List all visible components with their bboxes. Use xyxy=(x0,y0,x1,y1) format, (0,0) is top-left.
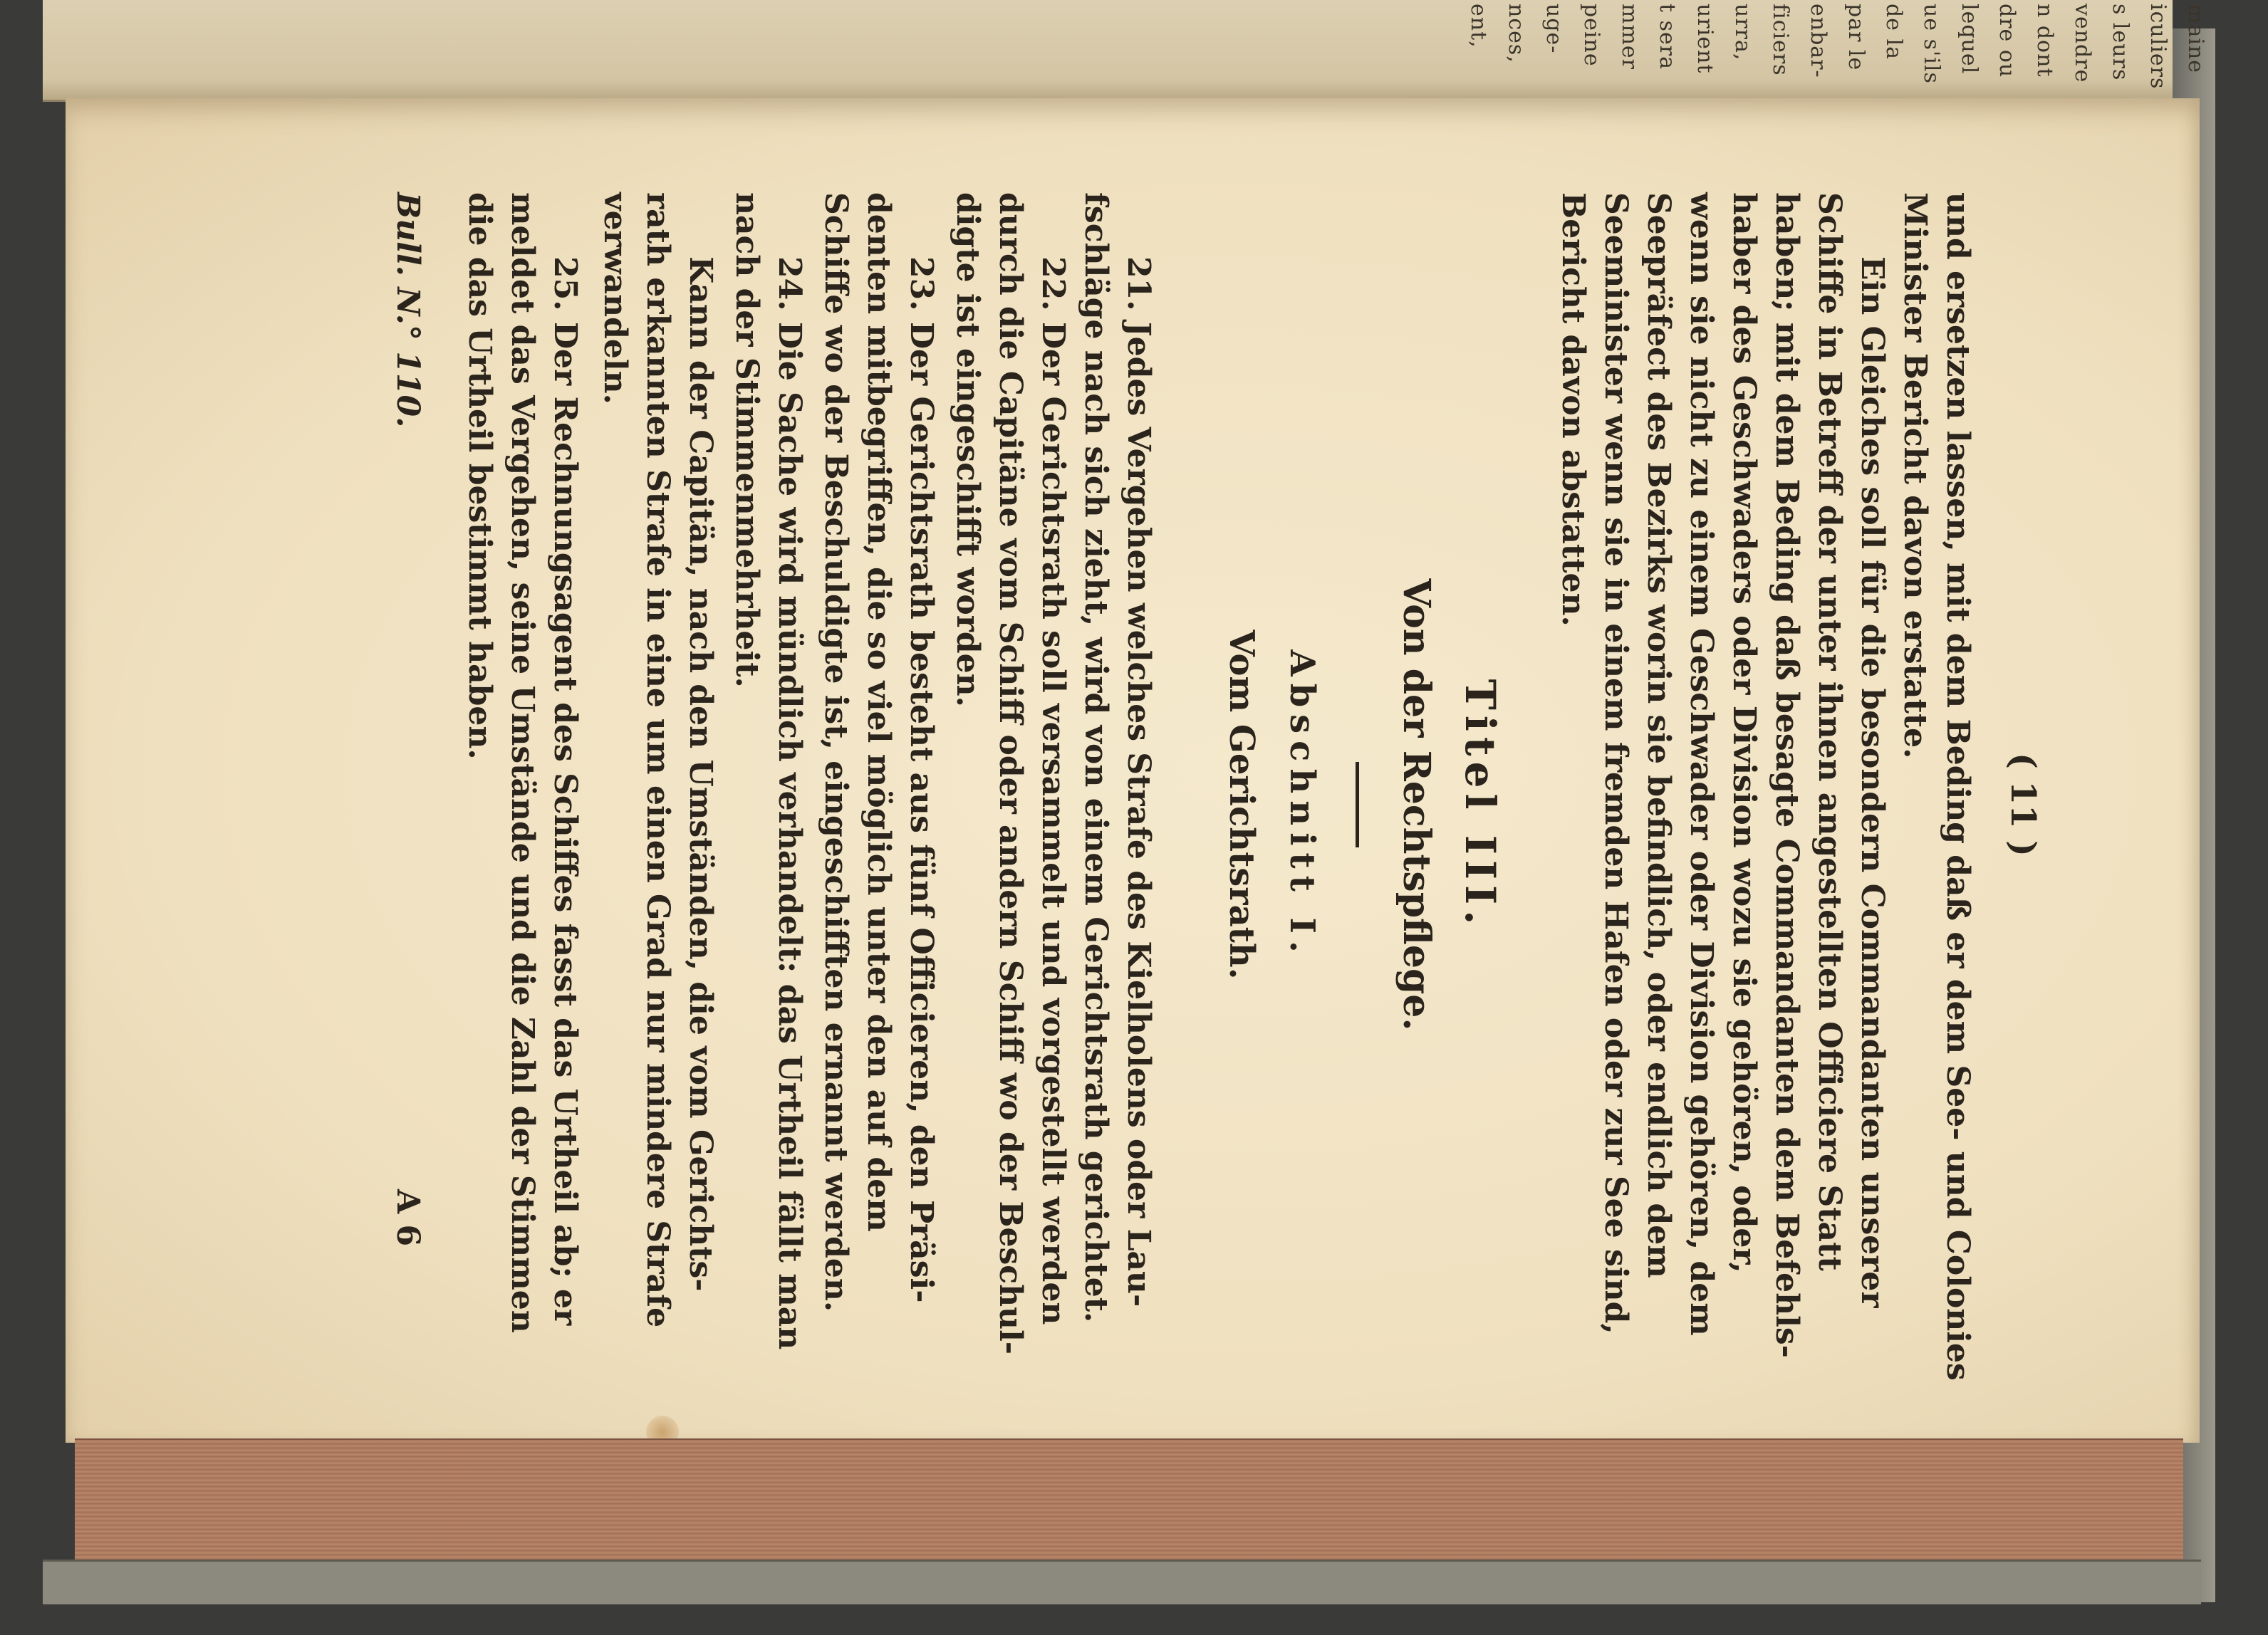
text-line: fschläge nach sich zieht, wird von einem Gerichtsrath gerichtet. xyxy=(1078,192,1114,1323)
previous-page-fragment: n dont xyxy=(2032,4,2057,78)
book-cover-bottom xyxy=(43,1560,2201,1604)
text-line: Schiffe in Betreff der unter ihnen angestellten Officiere Statt xyxy=(1811,192,1848,1271)
text-line: durch die Capitäne vom Schiff oder andern Schiff wo der Beschul- xyxy=(992,192,1029,1355)
previous-page-fragment: ent, xyxy=(1466,4,1491,48)
text-line: Bericht davon abstatten. xyxy=(1555,192,1591,627)
text-line: digte ist eingeschifft worden. xyxy=(950,192,986,707)
footer-signature-mark: A 6 xyxy=(390,1189,426,1247)
previous-page-fragment: nces, xyxy=(1504,4,1529,63)
text-line: wenn sie nicht zu einem Geschwader oder Division gehören, dem xyxy=(1683,192,1720,1336)
footer-bulletin-number: Bull. N.° 110. xyxy=(390,192,426,428)
text-line: Seeminister wenn sie in einem fremden Hafen oder zur See sind, xyxy=(1598,192,1634,1334)
text-line: denten mitbegriffen, die so viel möglich unter den auf dem xyxy=(860,192,897,1232)
previous-page-fragment: iculiers xyxy=(2145,4,2170,90)
text-line: Minister Bericht davon erstatte. xyxy=(1897,192,1933,759)
previous-page-fragment: urient xyxy=(1692,4,1717,74)
text-line: 25. Der Rechnungsagent des Schiffes fasst das Urtheil ab; er xyxy=(547,256,583,1326)
text-line: meldet das Vergehen, seine Umstände und die Zahl der Stimmen xyxy=(504,192,541,1333)
previous-page-fragment: ficiers xyxy=(1768,4,1793,76)
text-line: haber des Geschwaders oder Division wozu sie gehören, oder, xyxy=(1726,192,1762,1273)
text-line: nach der Stimmenmehrheit. xyxy=(729,192,765,688)
previous-page-fragment: par le xyxy=(1843,4,1868,71)
previous-page-edge xyxy=(43,0,2208,102)
text-line: 24. Die Sache wird mündlich verhandelt: das Urtheil fällt man xyxy=(771,256,808,1350)
text-line: verwandeln. xyxy=(597,192,633,404)
text-line: haben; mit dem Beding daß besagte Commandanten dem Befehls- xyxy=(1769,192,1805,1358)
title-rule xyxy=(1356,762,1359,847)
previous-page-fragment: vendre xyxy=(2070,4,2095,83)
previous-page-text-fragments xyxy=(1466,0,2208,100)
text-line: Kann der Capitän, nach den Umständen, die vom Gerichts- xyxy=(682,256,719,1292)
title-heading: Titel III. xyxy=(1456,679,1504,931)
text-line: 22. Der Gerichtsrath soll versammelt und vorgestellt werden xyxy=(1035,256,1071,1325)
title-subtitle: Von der Rechtspflege. xyxy=(1395,578,1438,1031)
previous-page-fragment: urra, xyxy=(1730,4,1755,61)
rotated-text-block xyxy=(305,192,2043,1417)
previous-page-fragment: de la xyxy=(1881,4,1906,60)
previous-page-fragment: uge- xyxy=(1541,4,1566,54)
text-line: Seepräfect des Bezirks worin sie befindlich, oder endlich dem xyxy=(1640,192,1677,1278)
text-line: die das Urtheil bestimmt haben. xyxy=(462,192,498,760)
previous-page-fragment: t sera xyxy=(1655,4,1680,70)
section-heading: Abschnitt I. xyxy=(1282,649,1322,960)
previous-page-fragment: s leurs xyxy=(2108,4,2133,81)
text-line: rath erkannten Strafe in eine um einen Grad nur mindere Strafe xyxy=(640,192,676,1328)
previous-page-fragment: dre ou xyxy=(1994,4,2019,78)
text-line: Ein Gleiches soll für die besondern Commandanten unserer xyxy=(1854,256,1890,1308)
previous-page-fragment: lequel xyxy=(1957,4,1982,75)
previous-page-fragment: peine xyxy=(1579,4,1604,67)
text-line: und ersetzen lassen, mit dem Beding daß er dem See- und Colonies xyxy=(1940,192,1976,1381)
section-subtitle: Vom Gerichtsrath. xyxy=(1222,630,1262,980)
text-line: Schiffe wo der Beschuldigte ist, eingeschifften ernannt werden. xyxy=(818,192,854,1312)
text-line: 21. Jedes Vergehen welches Strafe des Kielholens oder Lau- xyxy=(1120,256,1157,1307)
text-line: 23. Der Gerichtsrath besteht aus fünf Officieren, den Präsi- xyxy=(903,256,940,1303)
previous-page-fragment: mmer xyxy=(1617,4,1642,70)
previous-page-fragment: enbar- xyxy=(1806,4,1831,78)
previous-page-fragment: ue s'ils xyxy=(1919,4,1944,84)
previous-page-fragment: maine xyxy=(2183,4,2208,74)
page-number: ( 11 ) xyxy=(2003,753,2043,857)
